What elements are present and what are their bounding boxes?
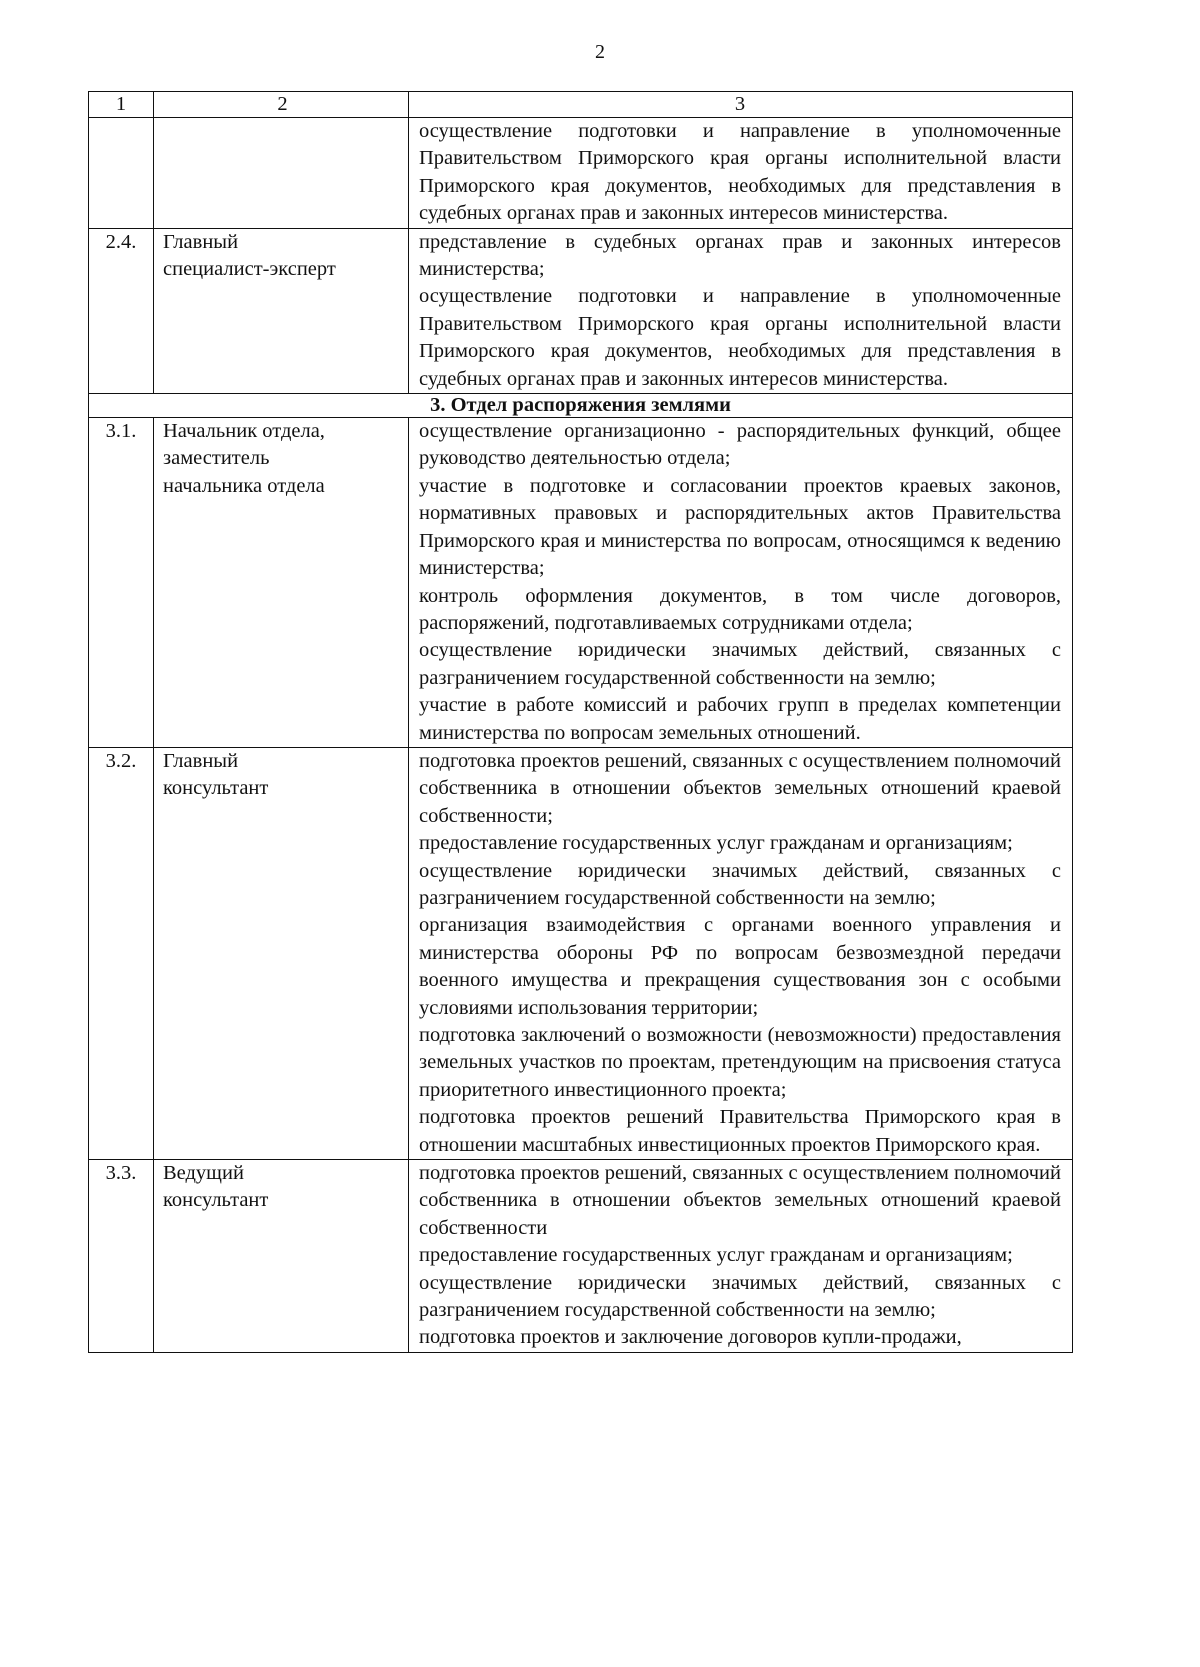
position-title-line: консультант [163, 777, 269, 800]
duty-item: организация взаимодействия с органами военного управления и министерства обороны РФ по вопросам безвозмездной передачи военного имущества и прекращения существования зон с особыми условиями использования территории; [419, 914, 1061, 1019]
table-row [89, 118, 1073, 229]
row-number: 3.2. [89, 747, 154, 1159]
duty-item: представление в судебных органах прав и законных интересов министерства; [419, 230, 1061, 281]
duty-item: осуществление юридически значимых действий, связанных с разграничением государственной собственности на землю; [419, 639, 1061, 689]
duty-item: подготовка заключений о возможности (невозможности) предоставления земельных участков по проектам, претендующим на присвоения статуса приоритетного инвестиционного проекта; [419, 1024, 1061, 1101]
position-cell [154, 1160, 409, 1353]
position-cell [154, 418, 409, 748]
row-number: 3.3. [89, 1160, 154, 1353]
position-title-line: Начальник отдела, [163, 420, 325, 443]
duty-item: подготовка проектов решений Правительства Приморского края в отношении масштабных инвестиционных проектов Приморского края. [419, 1106, 1061, 1156]
table-row [89, 418, 1073, 748]
position-title-line: Главный [163, 230, 239, 253]
duty-item: осуществление организационно - распорядительных функций, общее руководство деятельностью отдела; [419, 420, 1061, 470]
position-cell [154, 118, 409, 229]
position-title-line: консультант [163, 1189, 269, 1212]
table-row [89, 1160, 1073, 1353]
row-number [89, 118, 154, 229]
duty-item: участие в подготовке и согласовании проектов краевых законов, нормативных правовых и распорядительных актов Правительства Приморского края и министерства по вопросам, относящимся к ведению министерства; [419, 474, 1061, 580]
duties-cell [409, 228, 1073, 393]
duties-cell [409, 747, 1073, 1159]
duties-table [88, 91, 1073, 1353]
duties-cell [409, 418, 1073, 748]
section-title: 3. Отдел распоряжения землями [89, 394, 1073, 418]
table-row [89, 228, 1073, 393]
position-title-line: Ведущий [163, 1162, 244, 1185]
duties-cell [409, 118, 1073, 229]
section-heading-row [89, 394, 1073, 418]
position-cell [154, 747, 409, 1159]
duty-item: участие в работе комиссий и рабочих групп в пределах компетенции министерства по вопросам земельных отношений. [419, 694, 1061, 744]
row-number: 2.4. [89, 228, 154, 393]
position-title-line: специалист-эксперт [163, 258, 336, 281]
header-col-1: 1 [89, 92, 154, 118]
duties-cell [409, 1160, 1073, 1353]
duty-item: предоставление государственных услуг гражданам и организациям; [419, 1244, 1013, 1267]
duty-item: контроль оформления документов, в том числе договоров, распоряжений, подготавливаемых сотрудниками отдела; [419, 584, 1061, 634]
duty-item: осуществление подготовки и направление в уполномоченные Правительством Приморского края органы исполнительной власти Приморского края документов, необходимых для представления в судебных органах прав и законных интересов министерства. [419, 120, 1061, 225]
duty-item: предоставление государственных услуг гражданам и организациям; [419, 832, 1013, 855]
position-cell [154, 228, 409, 393]
header-col-3: 3 [409, 92, 1073, 118]
table-row [89, 747, 1073, 1159]
duty-item: осуществление юридически значимых действий, связанных с разграничением государственной собственности на землю; [419, 859, 1061, 909]
duty-item: подготовка проектов решений, связанных с осуществлением полномочий собственника в отношении объектов земельных отношений краевой собственности [419, 1162, 1061, 1239]
header-col-2: 2 [154, 92, 409, 118]
position-title-line: Главный [163, 749, 239, 772]
row-number: 3.1. [89, 418, 154, 748]
table-header-row [89, 92, 1073, 118]
position-title-line: заместитель [163, 447, 270, 470]
duty-item: подготовка проектов решений, связанных с осуществлением полномочий собственника в отношении объектов земельных отношений краевой собственности; [419, 749, 1061, 827]
page-number: 2 [595, 41, 605, 63]
position-title-line: начальника отдела [163, 474, 325, 497]
duty-item: осуществление подготовки и направление в уполномоченные Правительством Приморского края органы исполнительной власти Приморского края документов, необходимых для представления в судебных органах прав и законных интересов министерства. [419, 285, 1061, 390]
duty-item: подготовка проектов и заключение договоров купли-продажи, [419, 1326, 962, 1349]
duty-item: осуществление юридически значимых действий, связанных с разграничением государственной собственности на землю; [419, 1271, 1061, 1322]
